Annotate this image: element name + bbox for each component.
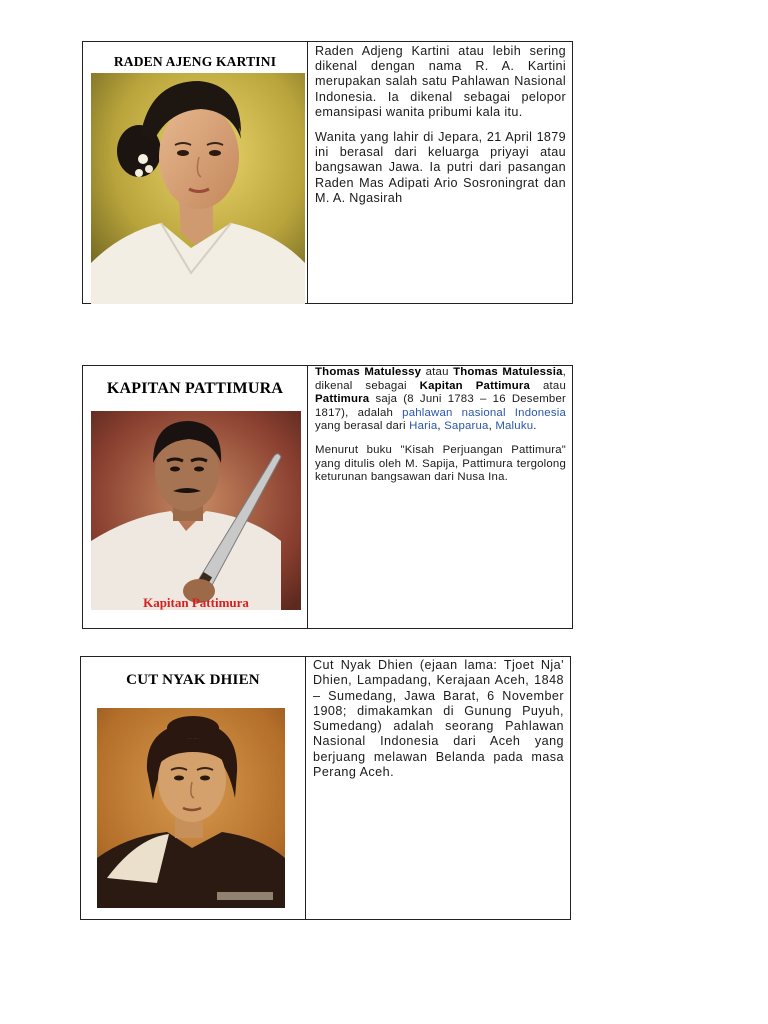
- text-span: atau: [530, 379, 566, 392]
- text-span: , dikenal sebagai: [315, 366, 566, 392]
- hero-card-cut-nyak-dhien: [80, 656, 571, 920]
- text-span: ,: [488, 420, 496, 433]
- hero-name: CUT NYAK DHIEN: [126, 672, 260, 688]
- hero-name-bold: Thomas Matulessia: [453, 366, 563, 378]
- link-saparua[interactable]: Saparua: [444, 420, 489, 433]
- hero-description: [306, 657, 570, 919]
- cut-nyak-dhien-portrait: [97, 708, 285, 908]
- hero-paragraph: Raden Adjeng Kartini atau lebih sering dikenal dengan nama R. A. Kartini merupakan salah satu Pahlawan Nasional Indonesia. Ia dikenal sebagai pelopor emansipasi wanita pribumi kala itu.: [315, 44, 566, 119]
- hero-portrait-panel: [81, 657, 306, 919]
- hero-paragraph: Wanita yang lahir di Jepara, 21 April 1879 ini berasal dari keluarga priyayi atau bangsawan Jawa. Ia putri dari pasangan Raden Mas Adipati Ario Sosroningrat dan M. A. Ngasirah: [315, 130, 566, 205]
- text-span: saja (8 Juni 1783 – 16 Desember 1817), adalah: [315, 393, 566, 419]
- hero-portrait-panel: [83, 366, 308, 628]
- link-haria[interactable]: Haria: [409, 420, 438, 433]
- text-span: yang berasal dari: [315, 420, 410, 433]
- text-span: ,: [437, 420, 445, 433]
- hero-portrait-panel: [83, 42, 308, 303]
- hero-name: KAPITAN PATTIMURA: [106, 380, 284, 397]
- hero-paragraph: [315, 366, 566, 434]
- hero-description: [308, 42, 572, 303]
- link-maluku[interactable]: Maluku: [495, 420, 534, 433]
- pattimura-portrait: [91, 411, 301, 610]
- hero-name-bold: Pattimura: [315, 393, 370, 406]
- hero-description: [308, 366, 572, 628]
- kartini-portrait: [91, 73, 305, 304]
- hero-paragraph: Cut Nyak Dhien (ejaan lama: Tjoet Nja' Dhien, Lampadang, Kerajaan Aceh, 1848 – Sumedang, Jawa Barat, 6 November 1908; dimakamkan di Gunung Puyuh, Sumedang) adalah seorang Pahlawan Nasional Indonesia dari Aceh yang berjuang melawan Belanda pada masa Perang Aceh.: [313, 658, 564, 780]
- text-span: atau: [421, 366, 454, 378]
- text-span: .: [533, 420, 537, 433]
- link-pahlawan-nasional[interactable]: pahlawan nasional Indonesia: [402, 406, 566, 419]
- hero-card-kartini: [82, 41, 573, 304]
- hero-card-pattimura: [82, 365, 573, 629]
- hero-paragraph: Menurut buku "Kisah Perjuangan Pattimura" yang ditulis oleh M. Sapija, Pattimura tergolong keturunan bangsawan dari Nusa Ina.: [315, 443, 566, 484]
- portrait-caption: Kapitan Pattimura: [143, 595, 249, 610]
- hero-name-bold: Kapitan Pattimura: [419, 379, 531, 392]
- hero-name: RADEN AJENG KARTINI: [113, 54, 277, 69]
- hero-name-bold: Thomas Matulessy: [315, 366, 422, 378]
